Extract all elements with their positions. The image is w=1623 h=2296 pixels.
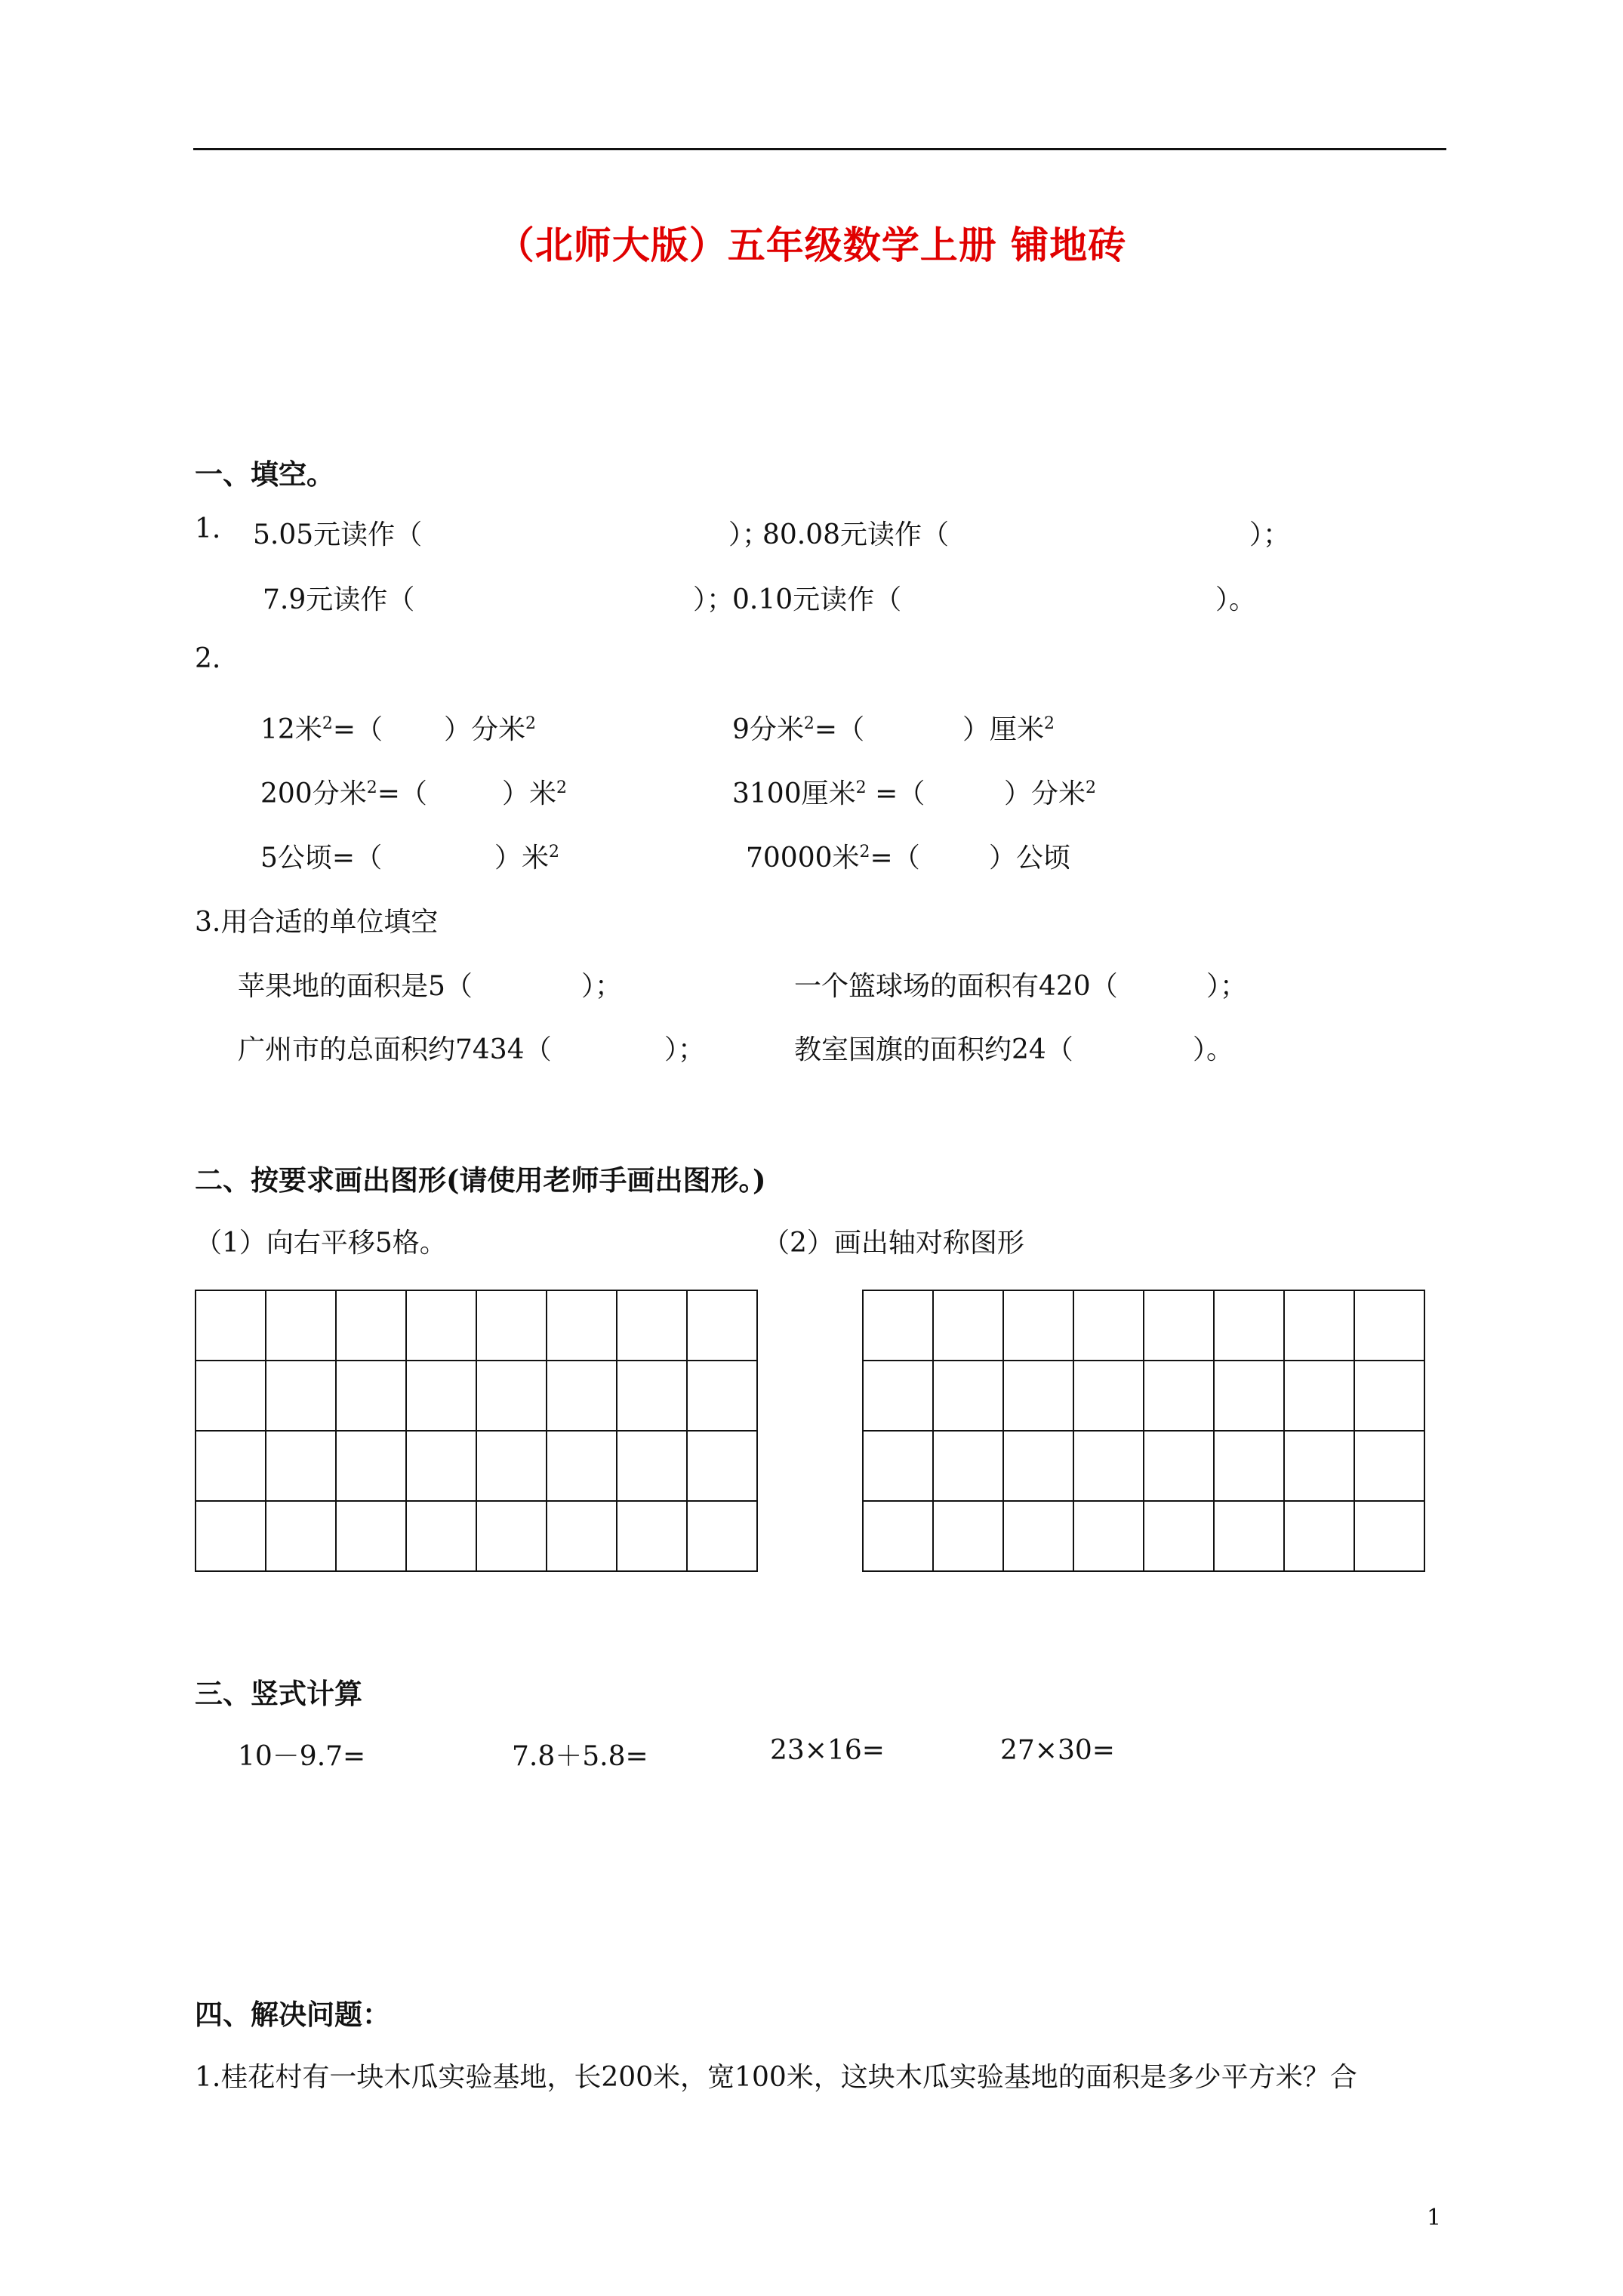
grid-cell[interactable] bbox=[1004, 1291, 1074, 1361]
grid-cell[interactable] bbox=[266, 1361, 337, 1432]
q2-r1-right: 9分米$^2$=（ bbox=[732, 714, 865, 745]
grid-cell[interactable] bbox=[337, 1291, 407, 1361]
grid-cell[interactable] bbox=[477, 1432, 547, 1502]
q2-r2-right: 3100厘米$^2$ =（ bbox=[732, 778, 925, 809]
grid-cell[interactable] bbox=[1285, 1432, 1355, 1502]
grid-cell[interactable] bbox=[1285, 1502, 1355, 1572]
q2-r3-right: 70000米$^2$=（ bbox=[746, 843, 920, 874]
grid-cell[interactable] bbox=[1144, 1291, 1215, 1361]
grid-cell[interactable] bbox=[1215, 1361, 1285, 1432]
section3-heading: 三、竖式计算 bbox=[195, 1677, 362, 1710]
grid-cell[interactable] bbox=[688, 1502, 758, 1572]
q1-c-close: ）； bbox=[693, 584, 735, 615]
grid-cell[interactable] bbox=[1074, 1432, 1144, 1502]
grid-cell[interactable] bbox=[934, 1502, 1004, 1572]
grid-cell[interactable] bbox=[547, 1361, 617, 1432]
section4-heading: 四、解决问题： bbox=[195, 1998, 390, 2031]
section1-heading: 一、填空。 bbox=[195, 458, 334, 491]
q3-item-1: 苹果地的面积是5（ bbox=[238, 971, 473, 1002]
grid-cell[interactable] bbox=[617, 1432, 688, 1502]
q3-item-2: 一个篮球场的面积有420（ bbox=[794, 971, 1118, 1002]
q1-b-text: 80.08元读作（ bbox=[762, 519, 950, 550]
grid-cell[interactable] bbox=[547, 1291, 617, 1361]
grid-cell[interactable] bbox=[864, 1291, 934, 1361]
q2-r3-left: 5公顷=（ bbox=[260, 843, 383, 874]
q3-item-4-close: ）。 bbox=[1193, 1034, 1234, 1065]
q2-r3-left-close: ）米$^2$ bbox=[494, 843, 560, 874]
q2-r2-right-close: ）分米$^2$ bbox=[1004, 778, 1097, 809]
q2-number: 2. bbox=[195, 643, 221, 674]
grid-cell[interactable] bbox=[1355, 1361, 1425, 1432]
q3-heading: 3.用合适的单位填空 bbox=[195, 907, 439, 938]
grid-cell[interactable] bbox=[1355, 1432, 1425, 1502]
grid-cell[interactable] bbox=[196, 1361, 266, 1432]
grid-cell[interactable] bbox=[1074, 1502, 1144, 1572]
grid-cell[interactable] bbox=[1074, 1291, 1144, 1361]
grid-cell[interactable] bbox=[547, 1432, 617, 1502]
grid-cell[interactable] bbox=[934, 1432, 1004, 1502]
grid-cell[interactable] bbox=[337, 1502, 407, 1572]
grid-cell[interactable] bbox=[196, 1502, 266, 1572]
grid-cell[interactable] bbox=[864, 1361, 934, 1432]
q1-c-text: 7.9元读作（ bbox=[263, 584, 415, 615]
grid-cell[interactable] bbox=[266, 1432, 337, 1502]
grid-cell[interactable] bbox=[337, 1361, 407, 1432]
q2-r1-left: 12米$^2$=（ bbox=[260, 714, 383, 745]
q3-item-2-close: ）； bbox=[1206, 971, 1248, 1002]
grid-cell[interactable] bbox=[1004, 1361, 1074, 1432]
grid-cell[interactable] bbox=[266, 1291, 337, 1361]
drawing-grid-right[interactable] bbox=[862, 1290, 1425, 1572]
grid-right-label: （2）画出轴对称图形 bbox=[762, 1228, 1024, 1259]
grid-cell[interactable] bbox=[688, 1432, 758, 1502]
calc-item-2: 7.8＋5.8= bbox=[512, 1741, 648, 1772]
grid-cell[interactable] bbox=[407, 1291, 477, 1361]
grid-cell[interactable] bbox=[477, 1291, 547, 1361]
header-rule bbox=[193, 148, 1446, 150]
grid-cell[interactable] bbox=[1004, 1502, 1074, 1572]
grid-cell[interactable] bbox=[477, 1502, 547, 1572]
page-number: 1 bbox=[1427, 2205, 1442, 2231]
q2-r2-left-close: ）米$^2$ bbox=[502, 778, 568, 809]
q2-r1-right-close: ）厘米$^2$ bbox=[962, 714, 1055, 745]
grid-cell[interactable] bbox=[1144, 1432, 1215, 1502]
q1-number: 1. bbox=[195, 513, 221, 544]
grid-cell[interactable] bbox=[688, 1361, 758, 1432]
drawing-grid-left[interactable] bbox=[195, 1290, 758, 1572]
grid-cell[interactable] bbox=[1004, 1432, 1074, 1502]
grid-cell[interactable] bbox=[1144, 1502, 1215, 1572]
calc-item-1: 10－9.7= bbox=[238, 1741, 366, 1772]
grid-cell[interactable] bbox=[864, 1432, 934, 1502]
q1-d-close: ）。 bbox=[1215, 584, 1257, 615]
q3-item-3-close: ）； bbox=[664, 1034, 706, 1065]
grid-cell[interactable] bbox=[477, 1361, 547, 1432]
grid-cell[interactable] bbox=[617, 1502, 688, 1572]
grid-cell[interactable] bbox=[1285, 1361, 1355, 1432]
grid-cell[interactable] bbox=[407, 1361, 477, 1432]
grid-cell[interactable] bbox=[864, 1502, 934, 1572]
q2-r3-right-close: ）公顷 bbox=[989, 843, 1071, 874]
grid-cell[interactable] bbox=[934, 1361, 1004, 1432]
q3-item-4: 教室国旗的面积约24（ bbox=[794, 1034, 1073, 1065]
q1-d-text: 0.10元读作（ bbox=[732, 584, 902, 615]
grid-cell[interactable] bbox=[407, 1432, 477, 1502]
grid-cell[interactable] bbox=[1355, 1291, 1425, 1361]
grid-cell[interactable] bbox=[688, 1291, 758, 1361]
q1-b-close: ）； bbox=[1249, 519, 1291, 550]
grid-cell[interactable] bbox=[1355, 1502, 1425, 1572]
grid-cell[interactable] bbox=[1215, 1502, 1285, 1572]
grid-cell[interactable] bbox=[1074, 1361, 1144, 1432]
section2-heading: 二、按要求画出图形(请使用老师手画出图形。) bbox=[195, 1163, 766, 1197]
page-title: （北师大版）五年级数学上册 铺地砖 bbox=[496, 223, 1127, 267]
grid-cell[interactable] bbox=[1215, 1432, 1285, 1502]
grid-cell[interactable] bbox=[196, 1432, 266, 1502]
calc-item-4: 27×30= bbox=[1000, 1735, 1115, 1766]
q3-item-3: 广州市的总面积约7434（ bbox=[238, 1034, 552, 1065]
grid-cell[interactable] bbox=[1285, 1291, 1355, 1361]
q3-item-1-close: ）； bbox=[581, 971, 623, 1002]
grid-cell[interactable] bbox=[266, 1502, 337, 1572]
grid-cell[interactable] bbox=[196, 1291, 266, 1361]
grid-cell[interactable] bbox=[407, 1502, 477, 1572]
grid-cell[interactable] bbox=[617, 1361, 688, 1432]
grid-cell[interactable] bbox=[934, 1291, 1004, 1361]
problem-1-text: 1.桂花村有一块木瓜实验基地，长200米，宽100米，这块木瓜实验基地的面积是多少平方米？合 bbox=[195, 2062, 1357, 2093]
grid-cell[interactable] bbox=[1144, 1361, 1215, 1432]
grid-cell[interactable] bbox=[617, 1291, 688, 1361]
grid-cell[interactable] bbox=[547, 1502, 617, 1572]
q2-r2-left: 200分米$^2$=（ bbox=[260, 778, 427, 809]
grid-cell[interactable] bbox=[1215, 1291, 1285, 1361]
q1-a-close: ）； bbox=[728, 519, 770, 550]
calc-item-3: 23×16= bbox=[770, 1735, 885, 1766]
grid-left-label: （1）向右平移5格。 bbox=[195, 1228, 447, 1259]
q2-r1-left-close: ）分米$^2$ bbox=[444, 714, 537, 745]
grid-cell[interactable] bbox=[337, 1432, 407, 1502]
q1-a-text: 5.05元读作（ bbox=[253, 519, 423, 550]
